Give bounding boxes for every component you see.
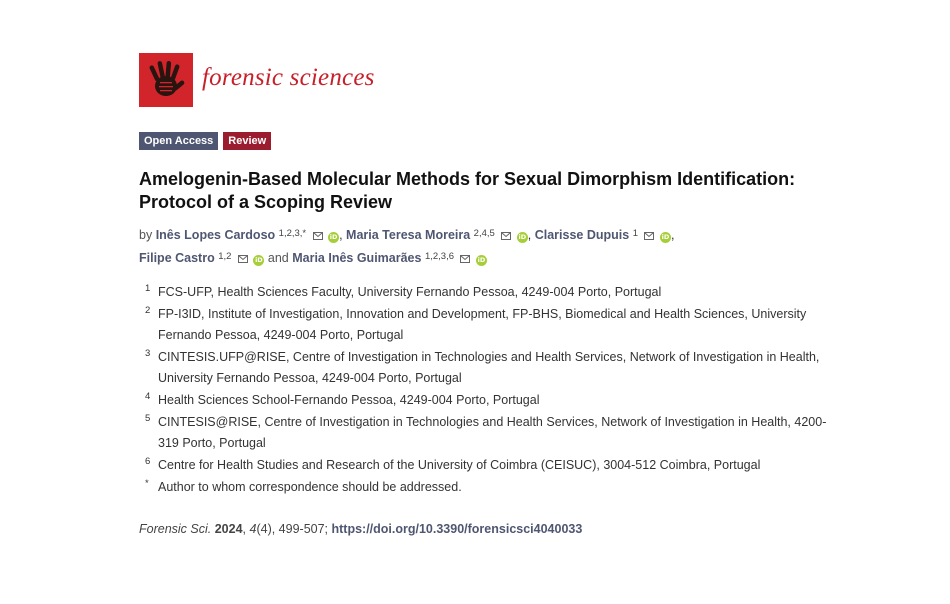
orcid-icon[interactable]: iD <box>477 256 486 264</box>
affiliation-item <box>139 390 839 411</box>
citation-volume: 4 <box>249 522 257 536</box>
affiliation-item <box>139 304 839 346</box>
affiliation-list <box>139 282 839 499</box>
journal-header[interactable] <box>139 53 375 107</box>
author-name[interactable]: Inês Lopes Cardoso <box>155 228 276 242</box>
citation-line: Forensic Sci. 2024, 4(4), 499-507; https://doi.org/10.3390/forensicsci4040033 <box>139 522 583 536</box>
handprint-icon <box>139 53 193 107</box>
article-title: Amelogenin-Based Molecular Methods for Sexual Dimorphism Identification: Protocol of a Scoping Review <box>139 169 796 212</box>
affiliation-number: 3 <box>145 348 151 359</box>
doi-link[interactable]: https://doi.org/10.3390/forensicsci4040033 <box>331 522 583 536</box>
affiliation-text: CINTESIS.UFP@RISE, Centre of Investigation in Technologies and Health Services, Network of Investigation in Health, University Fernando Pessoa, 4249-004 Porto, Portugal <box>158 350 820 385</box>
author-name[interactable]: Clarisse Dupuis <box>534 228 630 242</box>
affiliation-item <box>139 455 839 476</box>
email-icon[interactable] <box>313 232 323 240</box>
article-badges <box>139 132 271 150</box>
affiliation-number: 5 <box>145 413 151 424</box>
citation-issue: (4) <box>256 522 272 536</box>
author-affiliation-sup: 1,2 <box>218 251 232 262</box>
affiliation-text: Centre for Health Studies and Research of the University of Coimbra (CEISUC), 3004-512 Coimbra, Portugal <box>158 458 761 472</box>
affiliation-text: FCS-UFP, Health Sciences Faculty, University Fernando Pessoa, 4249-004 Porto, Portugal <box>158 285 662 299</box>
author-affiliation-sup: 1 <box>632 228 638 239</box>
correspondence-note: Author to whom correspondence should be addressed. <box>158 480 462 494</box>
journal-name[interactable]: forensic sciences <box>202 64 375 91</box>
affiliation-item <box>139 477 839 498</box>
affiliation-item <box>139 412 839 454</box>
affiliation-number: 4 <box>145 391 151 402</box>
affiliation-number: 1 <box>145 283 151 294</box>
affiliation-number: 2 <box>145 305 151 316</box>
author-list: by Inês Lopes Cardoso $^{1,2,3,*}$ iD , Maria Teresa Moreira $^{2,4,5}$ iD , Clarisse Dupuis $^1$ iD , Filipe Castro $^{1,2}$ iD and Maria Inês Guimarães $^{1,2,3,6}$ iD <box>139 228 675 265</box>
affiliation-text: CINTESIS@RISE, Centre of Investigation in Technologies and Health Services, Network of Investigation in Health, 4200-319 Porto, Portugal <box>158 415 827 450</box>
author-affiliation-sup: 1,2,3,* <box>278 228 307 239</box>
journal-logo[interactable] <box>139 53 193 107</box>
correspondence-marker: * <box>145 478 149 489</box>
orcid-icon[interactable]: iD <box>329 233 338 241</box>
and-label: and <box>267 251 289 265</box>
affiliation-item <box>139 282 839 303</box>
citation-pages: , 499-507; <box>271 522 332 536</box>
affiliation-number: 6 <box>145 456 151 467</box>
affiliation-item <box>139 347 839 389</box>
author-affiliation-sup: 2,4,5 <box>473 228 495 239</box>
affiliation-text: FP-I3ID, Institute of Investigation, Innovation and Development, FP-BHS, Biomedical and Health Sciences, University Fernando Pessoa, 4249-004 Porto, Portugal <box>158 307 807 342</box>
orcid-icon[interactable]: iD <box>255 256 263 264</box>
author-name[interactable]: Maria Inês Guimarães <box>292 251 422 265</box>
email-icon[interactable] <box>238 255 248 263</box>
author-affiliation-sup: 1,2,3,6 <box>424 251 454 262</box>
open-access-badge[interactable]: Open Access <box>139 132 218 150</box>
review-badge[interactable]: Review <box>223 132 271 150</box>
email-icon[interactable] <box>501 232 511 240</box>
by-label: by <box>139 228 153 242</box>
email-icon[interactable] <box>460 255 470 263</box>
email-icon[interactable] <box>644 232 654 240</box>
orcid-icon[interactable]: iD <box>661 233 670 241</box>
affiliation-text: Health Sciences School-Fernando Pessoa, 4249-004 Porto, Portugal <box>158 393 540 407</box>
orcid-icon[interactable]: iD <box>518 233 527 241</box>
author-name[interactable]: Filipe Castro <box>139 251 215 265</box>
author-name[interactable]: Maria Teresa Moreira <box>346 228 471 242</box>
citation-year: 2024 <box>214 522 243 536</box>
citation-journal: Forensic Sci. <box>139 522 212 536</box>
